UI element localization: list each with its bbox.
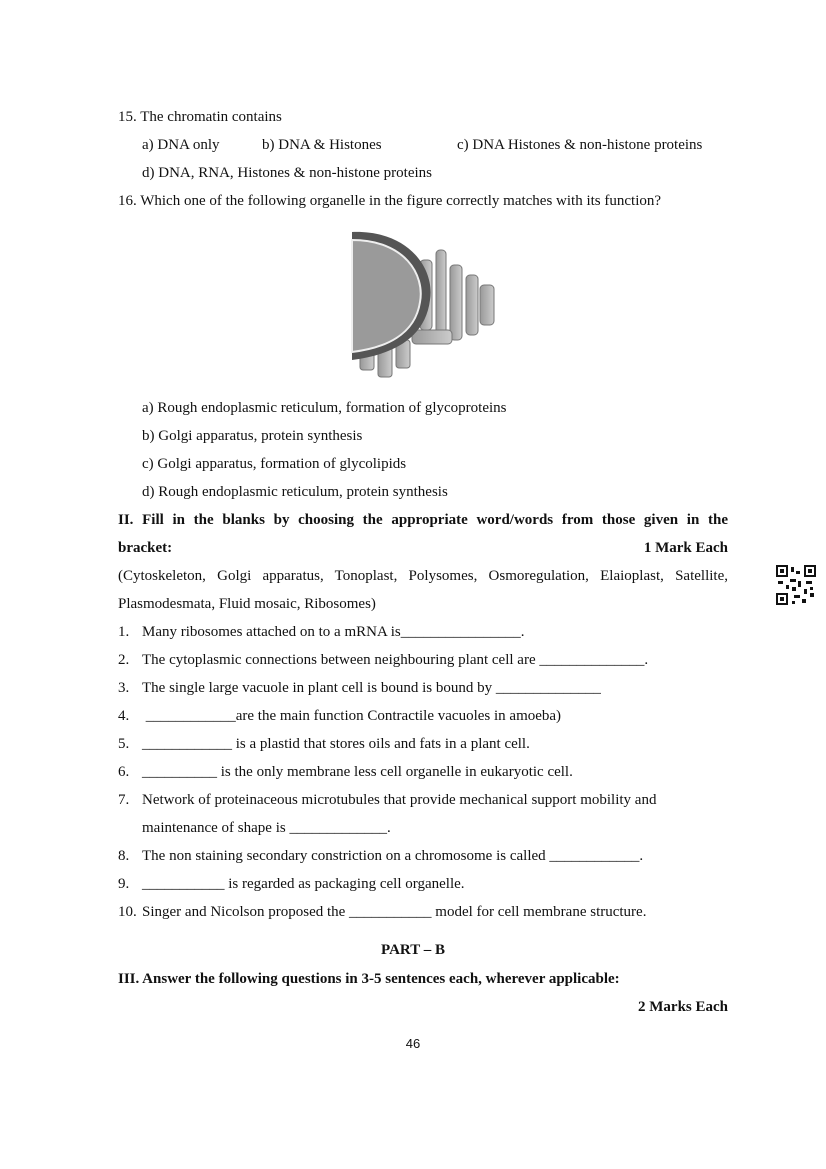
fill-blank-item <box>118 903 646 921</box>
q16-option-b: b) Golgi apparatus, protein synthesis <box>142 428 363 444</box>
part-b-title: PART – B <box>381 942 445 958</box>
item-text: __________ is the only membrane less cell organelle in eukaryotic cell. <box>142 764 573 780</box>
fill-blank-item <box>118 847 643 865</box>
fill-blank-item <box>118 707 561 725</box>
item-number: 10. <box>118 904 137 920</box>
item-number: 8. <box>118 848 130 864</box>
item-text: The single large vacuole in plant cell is bound is bound by ______________ <box>142 680 601 696</box>
item-number: 3. <box>118 680 130 696</box>
fill-blank-item <box>118 651 648 669</box>
q16-option-c: c) Golgi apparatus, formation of glycolipids <box>142 456 407 472</box>
fill-blank-item <box>118 679 601 697</box>
word-bank-line2: Plasmodesmata, Fluid mosaic, Ribosomes) <box>118 596 376 612</box>
q15-option-d: d) DNA, RNA, Histones & non-histone proteins <box>142 165 432 181</box>
item-text: ____________are the main function Contractile vacuoles in amoeba) <box>142 708 562 724</box>
item-number: 5. <box>118 736 130 752</box>
section2-heading: II. Fill in the blanks by choosing the appropriate word/words from those given in the <box>118 512 728 528</box>
item-number: 6. <box>118 764 130 780</box>
section3-heading: III. Answer the following questions in 3-5 sentences each, wherever applicable: <box>118 971 620 987</box>
item-text: Singer and Nicolson proposed the ___________ model for cell membrane structure. <box>142 904 647 920</box>
q15-option-a: a) DNA only <box>142 137 220 153</box>
qr-code-icon[interactable] <box>776 565 816 605</box>
fill-blank-item <box>118 875 465 893</box>
fill-blank-item <box>118 763 573 781</box>
q16-option-a: a) Rough endoplasmic reticulum, formation of glycoproteins <box>142 400 507 416</box>
fill-blank-item <box>118 623 524 641</box>
word-bank-line1: (Cytoskeleton, Golgi apparatus, Tonoplast, Polysomes, Osmoregulation, Elaioplast, Satellite, <box>118 568 728 584</box>
item-text: Many ribosomes attached on to a mRNA is________________. <box>142 624 525 640</box>
item-number: 9. <box>118 876 130 892</box>
item-number: 2. <box>118 652 130 668</box>
q15-option-b: b) DNA & Histones <box>262 137 382 153</box>
q15-stem: 15. The chromatin contains <box>118 109 282 125</box>
section3-marks: 2 Marks Each <box>638 999 728 1015</box>
q16-stem: 16. Which one of the following organelle in the figure correctly matches with its function? <box>118 193 662 209</box>
q16-option-d: d) Rough endoplasmic reticulum, protein synthesis <box>142 484 448 500</box>
fill-blank-item <box>118 819 391 837</box>
fill-blank-item <box>118 735 530 753</box>
item-text: The non staining secondary constriction on a chromosome is called ____________. <box>142 848 644 864</box>
item-number: 4. <box>118 708 130 724</box>
item-text: ____________ is a plastid that stores oils and fats in a plant cell. <box>142 736 530 752</box>
golgi-rer-figure <box>350 230 510 382</box>
page-number: 46 <box>405 1036 421 1051</box>
section2-marks: 1 Mark Each <box>643 540 728 556</box>
q15-option-c: c) DNA Histones & non-histone proteins <box>457 137 703 153</box>
item-text: ___________ is regarded as packaging cell organelle. <box>142 876 465 892</box>
item-number: 1. <box>118 624 130 640</box>
item-number: 7. <box>118 792 130 808</box>
item-text: The cytoplasmic connections between neighbouring plant cell are ______________. <box>142 652 649 668</box>
fill-blank-item <box>118 791 656 809</box>
item-text: maintenance of shape is _____________. <box>142 820 391 836</box>
section2-heading-cont: bracket: <box>118 540 173 556</box>
item-text: Network of proteinaceous microtubules that provide mechanical support mobility and <box>142 792 657 808</box>
